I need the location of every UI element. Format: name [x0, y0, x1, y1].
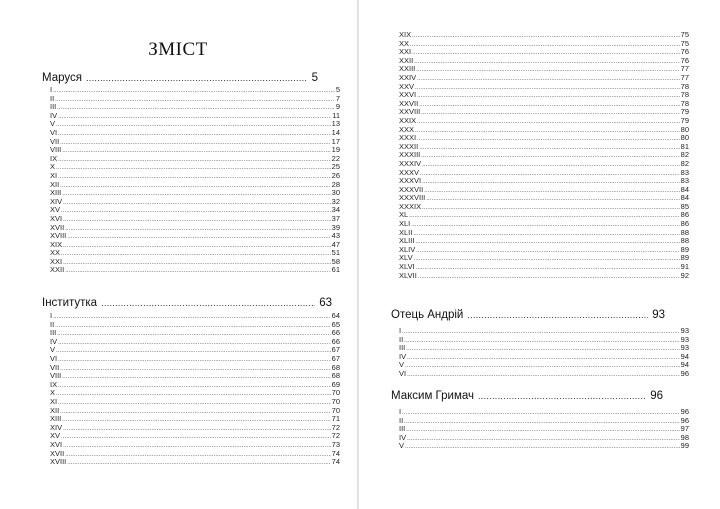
section-heading — [391, 389, 663, 403]
chapter-number: XII — [50, 179, 60, 189]
toc-entry — [399, 73, 689, 82]
toc-entry — [399, 125, 689, 134]
chapter-number: XI — [50, 170, 58, 180]
chapter-number: VI — [50, 353, 58, 363]
toc-entry — [50, 137, 340, 146]
page-number: 75 — [680, 38, 689, 48]
page-number: 70 — [331, 405, 340, 415]
page-number: 86 — [680, 210, 689, 220]
chapter-number: XIX — [399, 30, 412, 39]
chapter-number: I — [50, 311, 53, 320]
chapter-number: XL — [399, 210, 409, 220]
right-page — [360, 0, 720, 509]
toc-entry — [399, 352, 689, 361]
toc-entry — [50, 440, 340, 449]
chapter-number: IV — [50, 336, 58, 346]
toc-entry — [399, 176, 689, 185]
chapter-number: XXVIII — [399, 107, 421, 117]
chapter-number: XVII — [50, 448, 65, 458]
page-number: 78 — [680, 90, 689, 100]
chapter-number: XXVII — [399, 98, 419, 108]
chapter-number: XXIV — [399, 72, 417, 82]
toc-entry — [399, 433, 689, 442]
dot-leader — [405, 443, 680, 452]
page-number: 5 — [335, 85, 340, 94]
chapter-number: XVIII — [50, 231, 67, 241]
toc-entry — [50, 406, 340, 415]
page-number: 96 — [680, 368, 689, 378]
chapter-number: XIII — [50, 188, 62, 198]
page-number: 79 — [680, 115, 689, 125]
toc-entry — [399, 326, 689, 335]
chapter-number: XV — [50, 431, 61, 441]
page-number: 94 — [680, 360, 689, 370]
chapter-number: XII — [50, 405, 60, 415]
toc-entry — [50, 128, 340, 137]
chapter-number: IV — [50, 110, 58, 120]
chapter-number: IV — [399, 432, 407, 442]
chapter-list — [399, 326, 689, 378]
toc-entry — [399, 245, 689, 254]
page-number: 88 — [680, 227, 689, 237]
chapter-number: X — [50, 162, 56, 172]
toc-entry — [50, 231, 340, 240]
page-number: 76 — [680, 55, 689, 65]
toc-entry — [50, 145, 340, 154]
page-number: 80 — [680, 124, 689, 134]
toc-entry — [399, 271, 689, 280]
page-number: 32 — [331, 196, 340, 206]
page-number: 37 — [331, 213, 340, 223]
page-number: 74 — [331, 457, 340, 467]
page-number: 61 — [331, 265, 340, 275]
toc-entry — [50, 85, 340, 94]
toc-entry — [399, 142, 689, 151]
section-instytutka-continued — [399, 30, 689, 279]
section-title: Маруся — [42, 72, 82, 84]
page-number: 83 — [680, 176, 689, 186]
page-number: 26 — [331, 170, 340, 180]
chapter-number: II — [50, 319, 55, 329]
section-instytutka — [42, 296, 340, 467]
chapter-number: VII — [50, 136, 60, 146]
toc-entry — [50, 265, 340, 274]
page-number: 70 — [331, 388, 340, 398]
page-number: 89 — [680, 244, 689, 254]
toc-entry — [399, 193, 689, 202]
chapter-number: XX — [50, 248, 61, 258]
page-number: 78 — [680, 98, 689, 108]
page-number: 82 — [680, 150, 689, 160]
toc-entry — [399, 219, 689, 228]
chapter-number: V — [399, 441, 405, 451]
toc-entry — [50, 162, 340, 171]
toc-entry — [50, 223, 340, 232]
toc-entry — [399, 185, 689, 194]
chapter-number: II — [399, 415, 404, 425]
toc-entry — [50, 363, 340, 372]
section-page: 93 — [652, 309, 665, 321]
toc-entry — [399, 107, 689, 116]
page-number: 68 — [331, 362, 340, 372]
toc-entry — [50, 205, 340, 214]
page-number: 89 — [680, 253, 689, 263]
chapter-number: I — [50, 85, 53, 94]
chapter-number: XXVI — [399, 90, 417, 100]
chapter-number: XXXI — [399, 133, 417, 143]
dot-leader — [67, 459, 330, 468]
heading-leader — [101, 296, 315, 310]
chapter-number: VIII — [50, 371, 62, 381]
toc-entry — [399, 133, 689, 142]
page-number: 78 — [680, 81, 689, 91]
page-number: 39 — [331, 222, 340, 232]
page-number: 75 — [680, 30, 689, 39]
section-maksym-hrymach — [391, 389, 689, 451]
chapter-number: XXXII — [399, 141, 419, 151]
chapter-number: III — [399, 343, 406, 353]
section-title: Отець Андрій — [391, 309, 464, 321]
chapter-list — [399, 30, 689, 279]
chapter-number: XIX — [50, 239, 63, 249]
toc-entry — [399, 159, 689, 168]
chapter-number: XXXIV — [399, 158, 422, 168]
chapter-number: XVI — [50, 213, 63, 223]
section-heading — [42, 71, 318, 85]
page-number: 74 — [331, 448, 340, 458]
chapter-number: XXI — [399, 47, 412, 57]
toc-entry — [50, 240, 340, 249]
toc-entry — [50, 423, 340, 432]
page-number: 67 — [331, 353, 340, 363]
page-number: 72 — [331, 422, 340, 432]
heading-leader — [86, 71, 308, 85]
page-number: 93 — [680, 334, 689, 344]
toc-entry — [50, 449, 340, 458]
page-number: 65 — [331, 319, 340, 329]
toc-entry — [399, 56, 689, 65]
page-number: 81 — [680, 141, 689, 151]
chapter-number: IX — [50, 379, 58, 389]
chapter-number: XLIII — [399, 236, 415, 246]
chapter-number: XLV — [399, 253, 413, 263]
page-number: 76 — [680, 47, 689, 57]
chapter-number: III — [399, 424, 406, 434]
chapter-number: XXII — [50, 265, 65, 275]
chapter-list — [50, 85, 340, 274]
toc-entry — [50, 180, 340, 189]
section-page: 5 — [311, 72, 318, 84]
chapter-number: II — [50, 93, 55, 103]
page-number: 77 — [680, 72, 689, 82]
page-number: 71 — [331, 414, 340, 424]
page-number: 47 — [331, 239, 340, 249]
toc-entry — [399, 210, 689, 219]
chapter-number: XXXV — [399, 167, 420, 177]
page-number: 30 — [331, 188, 340, 198]
chapter-number: V — [50, 345, 56, 355]
page-number: 67 — [331, 345, 340, 355]
toc-entry — [50, 397, 340, 406]
dot-leader — [418, 273, 680, 282]
toc-entry — [399, 228, 689, 237]
section-heading — [391, 308, 665, 322]
toc-entry — [399, 64, 689, 73]
page-number: 99 — [680, 441, 689, 451]
chapter-number: V — [399, 360, 405, 370]
toc-entry — [50, 320, 340, 329]
toc-entry — [399, 369, 689, 378]
toc-entry — [399, 39, 689, 48]
toc-entry — [50, 154, 340, 163]
toc-entry — [50, 188, 340, 197]
page-number: 69 — [331, 379, 340, 389]
section-title: Інститутка — [42, 297, 98, 309]
page-number: 93 — [680, 343, 689, 353]
chapter-number: XIV — [50, 196, 63, 206]
page-number: 22 — [331, 153, 340, 163]
toc-entry — [50, 197, 340, 206]
chapter-number: XXIII — [399, 64, 416, 74]
page-number: 14 — [331, 127, 340, 137]
page-number: 64 — [331, 311, 340, 320]
toc-entry — [399, 360, 689, 369]
chapter-number: VII — [50, 362, 60, 372]
toc-entry — [399, 168, 689, 177]
chapter-number: XXV — [399, 81, 415, 91]
page-number: 98 — [680, 432, 689, 442]
chapter-number: XLVII — [399, 270, 417, 280]
page-number: 11 — [332, 110, 340, 120]
toc-entry — [50, 388, 340, 397]
toc-entry — [399, 236, 689, 245]
chapter-list — [50, 311, 340, 466]
toc-entry — [399, 441, 689, 450]
chapter-number: XIII — [50, 414, 62, 424]
page-number: 96 — [680, 415, 689, 425]
chapter-number: XXII — [399, 55, 414, 65]
toc-entry — [50, 354, 340, 363]
chapter-number: III — [50, 102, 57, 112]
chapter-list — [399, 407, 689, 450]
chapter-number: XVII — [50, 222, 65, 232]
toc-entry — [50, 171, 340, 180]
toc-entry — [399, 30, 689, 39]
page-number: 77 — [680, 64, 689, 74]
toc-entry — [399, 47, 689, 56]
page-number: 66 — [331, 328, 340, 338]
page-number: 94 — [680, 351, 689, 361]
page-number: 96 — [680, 407, 689, 416]
page-number: 85 — [680, 201, 689, 211]
section-marusia — [42, 71, 340, 275]
chapter-number: XXXVI — [399, 176, 422, 186]
page-number: 97 — [680, 424, 689, 434]
chapter-number: XXXIX — [399, 201, 422, 211]
page-number: 86 — [680, 219, 689, 229]
chapter-number: XXI — [50, 256, 63, 266]
chapter-number: II — [399, 334, 404, 344]
chapter-number: XXXIII — [399, 150, 421, 160]
toc-entry — [50, 328, 340, 337]
chapter-number: VI — [399, 368, 407, 378]
page-number: 72 — [331, 431, 340, 441]
page-number: 92 — [680, 270, 689, 280]
toc-entry — [50, 380, 340, 389]
toc-entry — [50, 414, 340, 423]
chapter-number: XVI — [50, 439, 63, 449]
page-number: 84 — [680, 184, 689, 194]
chapter-number: XXX — [399, 124, 415, 134]
page-number: 91 — [680, 262, 689, 272]
toc-entry — [50, 214, 340, 223]
toc-entry — [50, 371, 340, 380]
chapter-number: XI — [50, 396, 58, 406]
heading-leader — [467, 308, 648, 322]
chapter-number: XXIX — [399, 115, 417, 125]
toc-entry — [399, 90, 689, 99]
chapter-number: I — [399, 326, 402, 335]
dot-leader — [407, 371, 680, 380]
page-number: 66 — [331, 336, 340, 346]
page-number: 28 — [331, 179, 340, 189]
toc-entry — [50, 94, 340, 103]
chapter-number: XIV — [50, 422, 63, 432]
section-otets-andrii — [391, 308, 689, 378]
toc-entry — [399, 407, 689, 416]
toc-entry — [50, 457, 340, 466]
toc-entry — [399, 262, 689, 271]
toc-entry — [399, 343, 689, 352]
toc-entry — [399, 82, 689, 91]
toc-entry — [50, 337, 340, 346]
page-gutter — [357, 0, 359, 509]
left-page — [0, 0, 356, 509]
toc-entry — [50, 311, 340, 320]
toc-entry — [399, 416, 689, 425]
toc-entry — [399, 116, 689, 125]
page-number: 34 — [331, 205, 340, 215]
toc-entry — [399, 424, 689, 433]
chapter-number: I — [399, 407, 402, 416]
page-number: 9 — [335, 102, 340, 112]
heading-leader — [478, 389, 646, 403]
page-number: 43 — [331, 231, 340, 241]
page-number: 70 — [331, 396, 340, 406]
toc-entry — [50, 431, 340, 440]
chapter-number: XXXVII — [399, 184, 424, 194]
page-number: 25 — [331, 162, 340, 172]
page-number: 80 — [680, 133, 689, 143]
page-number: 68 — [331, 371, 340, 381]
page-number: 82 — [680, 158, 689, 168]
toc-entry — [50, 111, 340, 120]
toc-entry — [399, 202, 689, 211]
chapter-number: XXXVIII — [399, 193, 426, 203]
page-number: 83 — [680, 167, 689, 177]
toc-entry — [50, 345, 340, 354]
page-number: 93 — [680, 326, 689, 335]
chapter-number: IX — [50, 153, 58, 163]
page-number: 13 — [331, 119, 340, 129]
page-number: 17 — [331, 136, 340, 146]
chapter-number: V — [50, 119, 56, 129]
chapter-number: XVIII — [50, 457, 67, 467]
toc-entry — [50, 119, 340, 128]
page-number: 73 — [331, 439, 340, 449]
page-number: 58 — [331, 256, 340, 266]
chapter-number: III — [50, 328, 57, 338]
toc-entry — [50, 257, 340, 266]
chapter-number: VI — [50, 127, 58, 137]
page-number: 88 — [680, 236, 689, 246]
chapter-number: X — [50, 388, 56, 398]
toc-entry — [50, 102, 340, 111]
chapter-number: IV — [399, 351, 407, 361]
chapter-number: XLIV — [399, 244, 416, 254]
chapter-number: VIII — [50, 145, 62, 155]
page-number: 19 — [331, 145, 340, 155]
dot-leader — [65, 267, 330, 276]
chapter-number: XLVI — [399, 262, 415, 272]
contents-title: ЗМІСТ — [148, 39, 208, 60]
section-heading — [42, 296, 332, 310]
page-number: 51 — [331, 248, 340, 258]
toc-entry — [50, 248, 340, 257]
section-page: 96 — [650, 390, 663, 402]
toc-entry — [399, 253, 689, 262]
page-number: 84 — [680, 193, 689, 203]
section-page: 63 — [319, 297, 332, 309]
page-number: 79 — [680, 107, 689, 117]
chapter-number: XV — [50, 205, 61, 215]
chapter-number: XLI — [399, 219, 411, 229]
section-title: Максим Гримач — [391, 390, 474, 402]
chapter-number: XX — [399, 38, 410, 48]
toc-entry — [399, 99, 689, 108]
chapter-number: XLII — [399, 227, 413, 237]
page-number: 7 — [335, 93, 340, 103]
toc-entry — [399, 150, 689, 159]
toc-entry — [399, 335, 689, 344]
